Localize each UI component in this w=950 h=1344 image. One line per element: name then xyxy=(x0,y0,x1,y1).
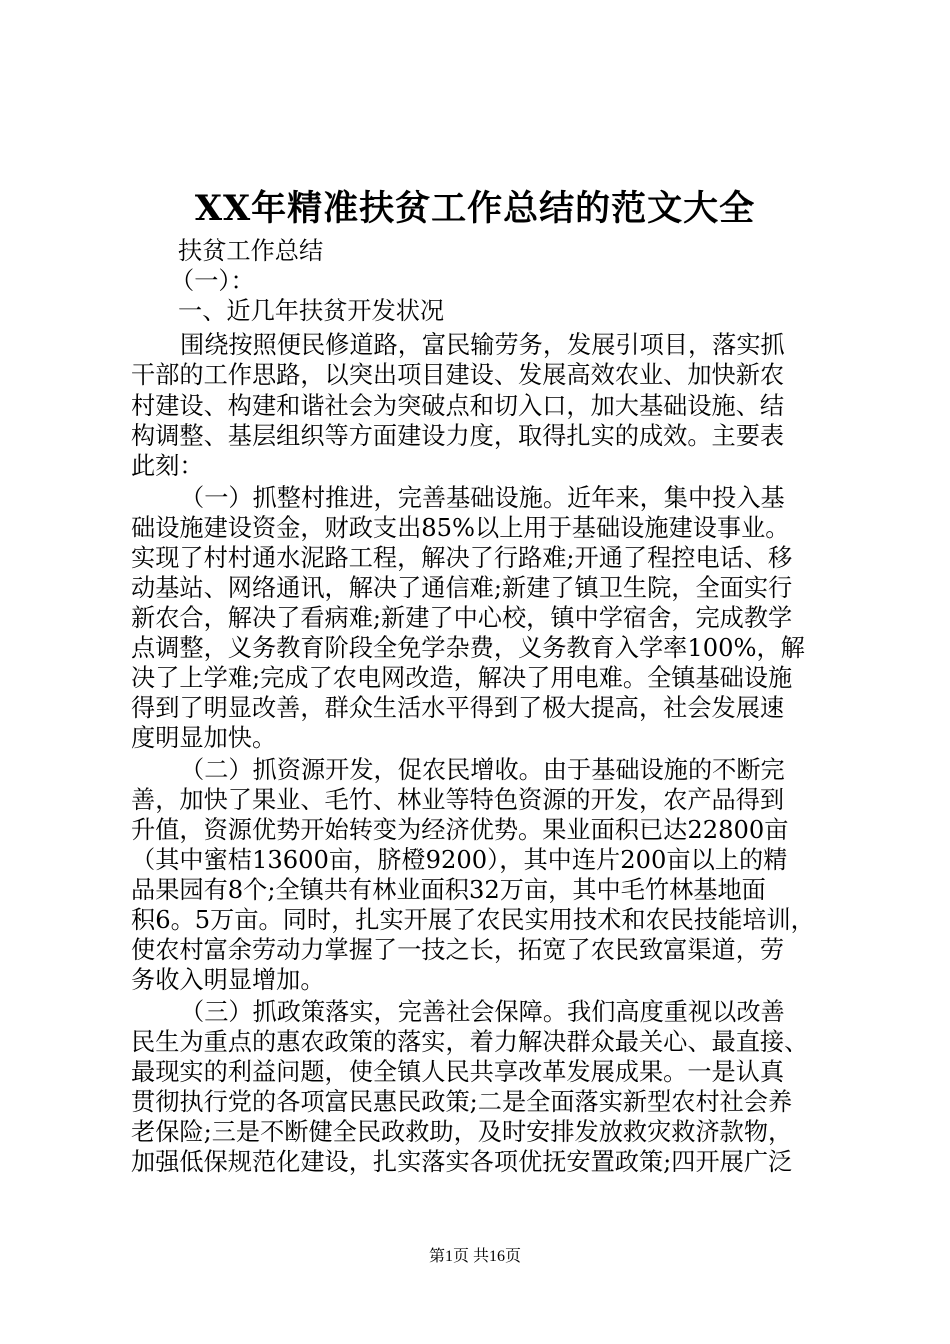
paragraph-line: （一）抓整村推进，完善基础设施。近年来，集中投入基 xyxy=(180,484,785,512)
heading-line: 扶贫工作总结 xyxy=(178,237,324,265)
paragraph-line: 干部的工作思路，以突出项目建设、发展高效农业、加快新农 xyxy=(131,361,785,389)
paragraph-line: 村建设、构建和谐社会为突破点和切入口，加大基础设施、结 xyxy=(131,392,785,420)
paragraph-line: 积6。5万亩。同时，扎实开展了农民实用技术和农民技能培训， xyxy=(131,906,815,934)
paragraph-line: 使农村富余劳动力掌握了一技之长，拓宽了农民致富渠道，劳 xyxy=(131,936,785,964)
paragraph-line: 善，加快了果业、毛竹、林业等特色资源的开发，农产品得到 xyxy=(131,786,785,814)
paragraph-line: 老保险;三是不断健全民政救助，及时安排发放救灾救济款物， xyxy=(131,1118,793,1146)
paragraph-line: 决了上学难;完成了农电网改造，解决了用电难。全镇基础设施 xyxy=(131,664,793,692)
paragraph-line: 加强低保规范化建设，扎实落实各项优抚安置政策;四开展广泛 xyxy=(131,1148,793,1176)
paragraph-line: （三）抓政策落实，完善社会保障。我们高度重视以改善 xyxy=(180,998,785,1026)
paragraph-line: 升值，资源优势开始转变为经济优势。果业面积已达22800亩 xyxy=(131,816,789,844)
paragraph-line: 实现了村村通水泥路工程，解决了行路难;开通了程控电话、移 xyxy=(131,544,793,572)
paragraph-line: （二）抓资源开发，促农民增收。由于基础设施的不断完 xyxy=(180,756,785,784)
paragraph-line: 础设施建设资金，财政支出85%以上用于基础设施建设事业。 xyxy=(131,514,790,542)
paragraph-line: 度明显加快。 xyxy=(131,724,277,752)
paragraph-line: （其中蜜桔13600亩，脐橙9200），其中连片200亩以上的精 xyxy=(131,846,788,874)
paragraph-line: 最现实的利益问题，使全镇人民共享改革发展成果。一是认真 xyxy=(131,1058,785,1086)
paragraph-line: 动基站、网络通讯，解决了通信难;新建了镇卫生院，全面实行 xyxy=(131,574,793,602)
paragraph-line: 新农合，解决了看病难;新建了中心校，镇中学宿舍，完成教学 xyxy=(131,604,793,632)
paragraph-line: 务收入明显增加。 xyxy=(131,966,325,994)
paragraph-line: 点调整，义务教育阶段全免学杂费，义务教育入学率100%，解 xyxy=(131,634,805,662)
paragraph-line: 贯彻执行党的各项富民惠民政策;二是全面落实新型农村社会养 xyxy=(131,1088,793,1116)
paragraph-line: 围绕按照便民修道路，富民输劳务，发展引项目，落实抓 xyxy=(180,331,785,359)
paragraph-line: 此刻： xyxy=(131,452,204,480)
page-footer: 第1页 共16页 xyxy=(428,1248,521,1265)
heading-line: 一、近几年扶贫开发状况 xyxy=(178,297,445,325)
paragraph-line: 品果园有8个;全镇共有林业面积32万亩，其中毛竹林基地面 xyxy=(131,876,766,904)
paragraph-line: 得到了明显改善，群众生活水平得到了极大提高，社会发展速 xyxy=(131,694,785,722)
paragraph-line: 民生为重点的惠农政策的落实，着力解决群众最关心、最直接、 xyxy=(131,1028,809,1056)
heading-line: （一）： xyxy=(170,267,255,295)
document-title: XX年精准扶贫工作总结的范文大全 xyxy=(194,188,756,229)
paragraph-line: 构调整、基层组织等方面建设力度，取得扎实的成效。主要表 xyxy=(131,422,785,450)
